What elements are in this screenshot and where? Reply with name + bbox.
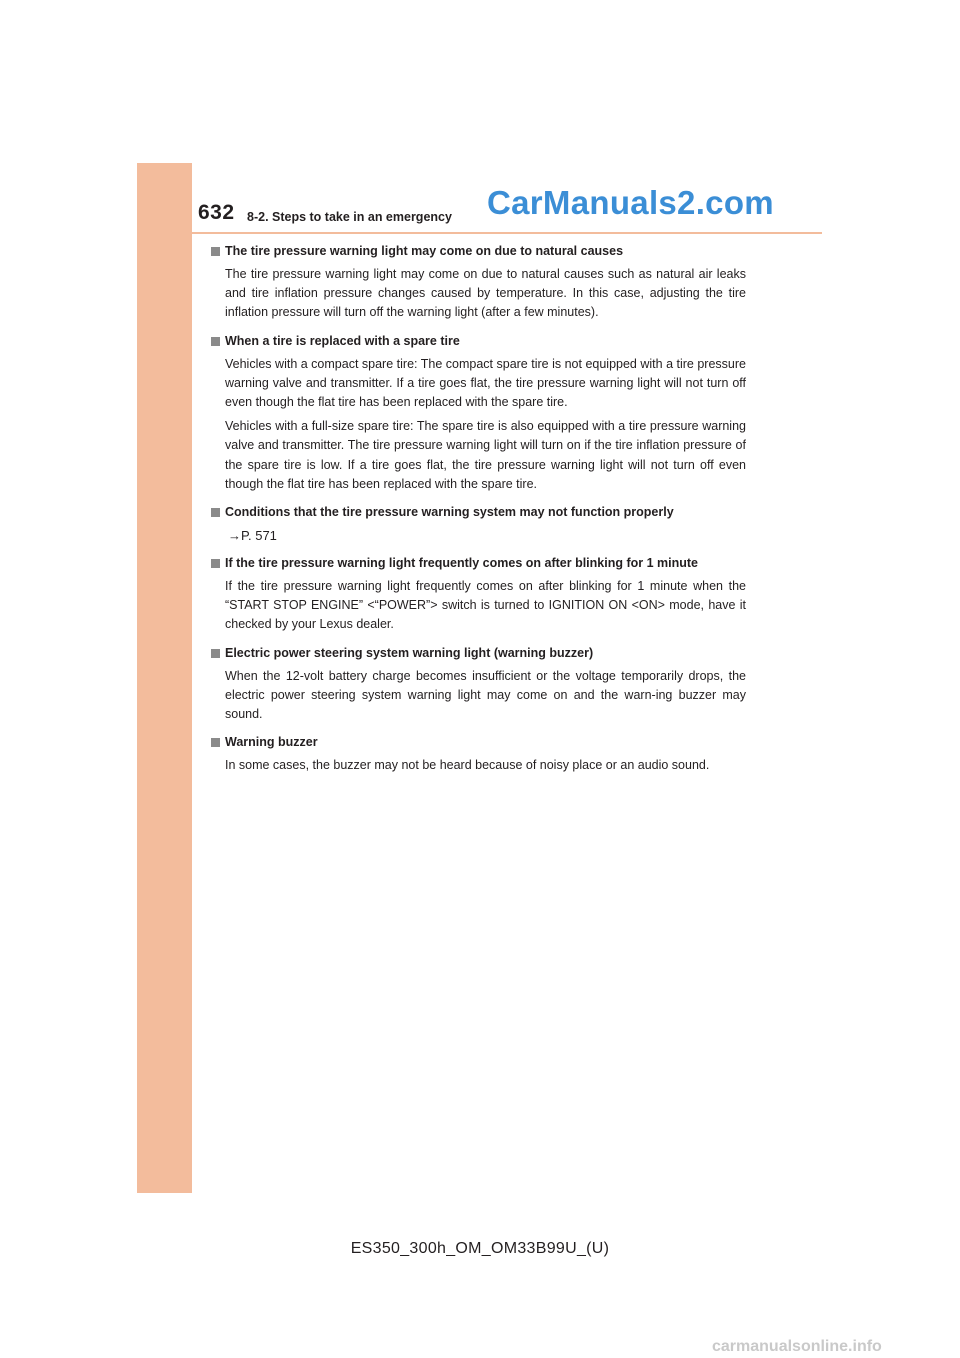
topic-natural-causes	[211, 242, 746, 323]
header-rule	[192, 232, 822, 234]
document-code: ES350_300h_OM_OM33B99U_(U)	[350, 1240, 610, 1257]
topic-heading-text: If the tire pressure warning light frequently comes on after blinking for 1 minute	[225, 556, 698, 571]
topic-power-steering	[211, 644, 746, 725]
topic-heading-text: Conditions that the tire pressure warning system may not function properly	[225, 505, 674, 520]
topic-heading	[211, 242, 746, 261]
topic-heading	[211, 554, 746, 573]
section-title: 8-2. Steps to take in an emergency	[247, 210, 452, 224]
topic-heading-text: Warning buzzer	[225, 735, 318, 750]
footer-watermark: carmanualsonline.info	[712, 1338, 882, 1355]
topic-heading	[211, 503, 746, 522]
watermark-logo: CarManuals2.com	[487, 184, 774, 221]
topic-heading	[211, 644, 746, 663]
topic-blinking-light	[211, 554, 746, 635]
topic-heading-text: The tire pressure warning light may come on due to natural causes	[225, 244, 624, 258]
topic-warning-buzzer	[211, 733, 746, 775]
page-number: 632	[198, 201, 235, 224]
topic-spare-tire	[211, 332, 746, 494]
square-bullet-icon	[211, 508, 220, 517]
topic-paragraph: If the tire pressure warning light frequently comes on after blinking for 1 minute when the “START STOP ENGINE” <“POWER”> switch is turned to IGNITION ON <ON> mode, have it checked by your Lexus dealer.	[225, 579, 746, 632]
page-content	[211, 242, 746, 784]
page-reference-link[interactable]: →P. 571	[228, 528, 277, 544]
topic-heading	[211, 733, 746, 752]
square-bullet-icon	[211, 559, 220, 568]
topic-conditions	[211, 503, 746, 545]
topic-paragraph: The tire pressure warning light may come on due to natural causes such as natural air leaks and tire inflation pressure changes caused by temperature. In this case, adjusting the tire inflation pressure will turn off the warning light (after a few minutes).	[225, 267, 746, 320]
topic-paragraph: Vehicles with a compact spare tire: The compact spare tire is not equipped with a tire pressure warning valve and transmitter. If a tire goes flat, the tire pressure warning light will not turn off even though the flat tire has been replaced with the spare tire.	[225, 356, 746, 410]
square-bullet-icon	[211, 738, 220, 747]
side-tab-band	[137, 163, 192, 1193]
topic-heading	[211, 332, 746, 351]
topic-paragraph: In some cases, the buzzer may not be heard because of noisy place or an audio sound.	[225, 758, 710, 773]
topic-heading-text: Electric power steering system warning light (warning buzzer)	[225, 645, 594, 660]
topic-heading-text: When a tire is replaced with a spare tire	[225, 333, 460, 348]
square-bullet-icon	[211, 649, 220, 658]
square-bullet-icon	[211, 337, 220, 346]
topic-paragraph: When the 12-volt battery charge becomes insufficient or the voltage temporarily drops, the electric power steering system warning light may come on and the warn-ing buzzer may sound.	[225, 668, 746, 722]
square-bullet-icon	[211, 247, 220, 256]
topic-paragraph: Vehicles with a full-size spare tire: The spare tire is also equipped with a tire pressure warning valve and transmitter. The tire pressure warning light will turn on if the tire inflation pressure of the spare tire is low. If a tire goes flat, the tire pressure warning light will not turn off even though the flat tire has been replaced with the spare tire.	[225, 419, 746, 491]
